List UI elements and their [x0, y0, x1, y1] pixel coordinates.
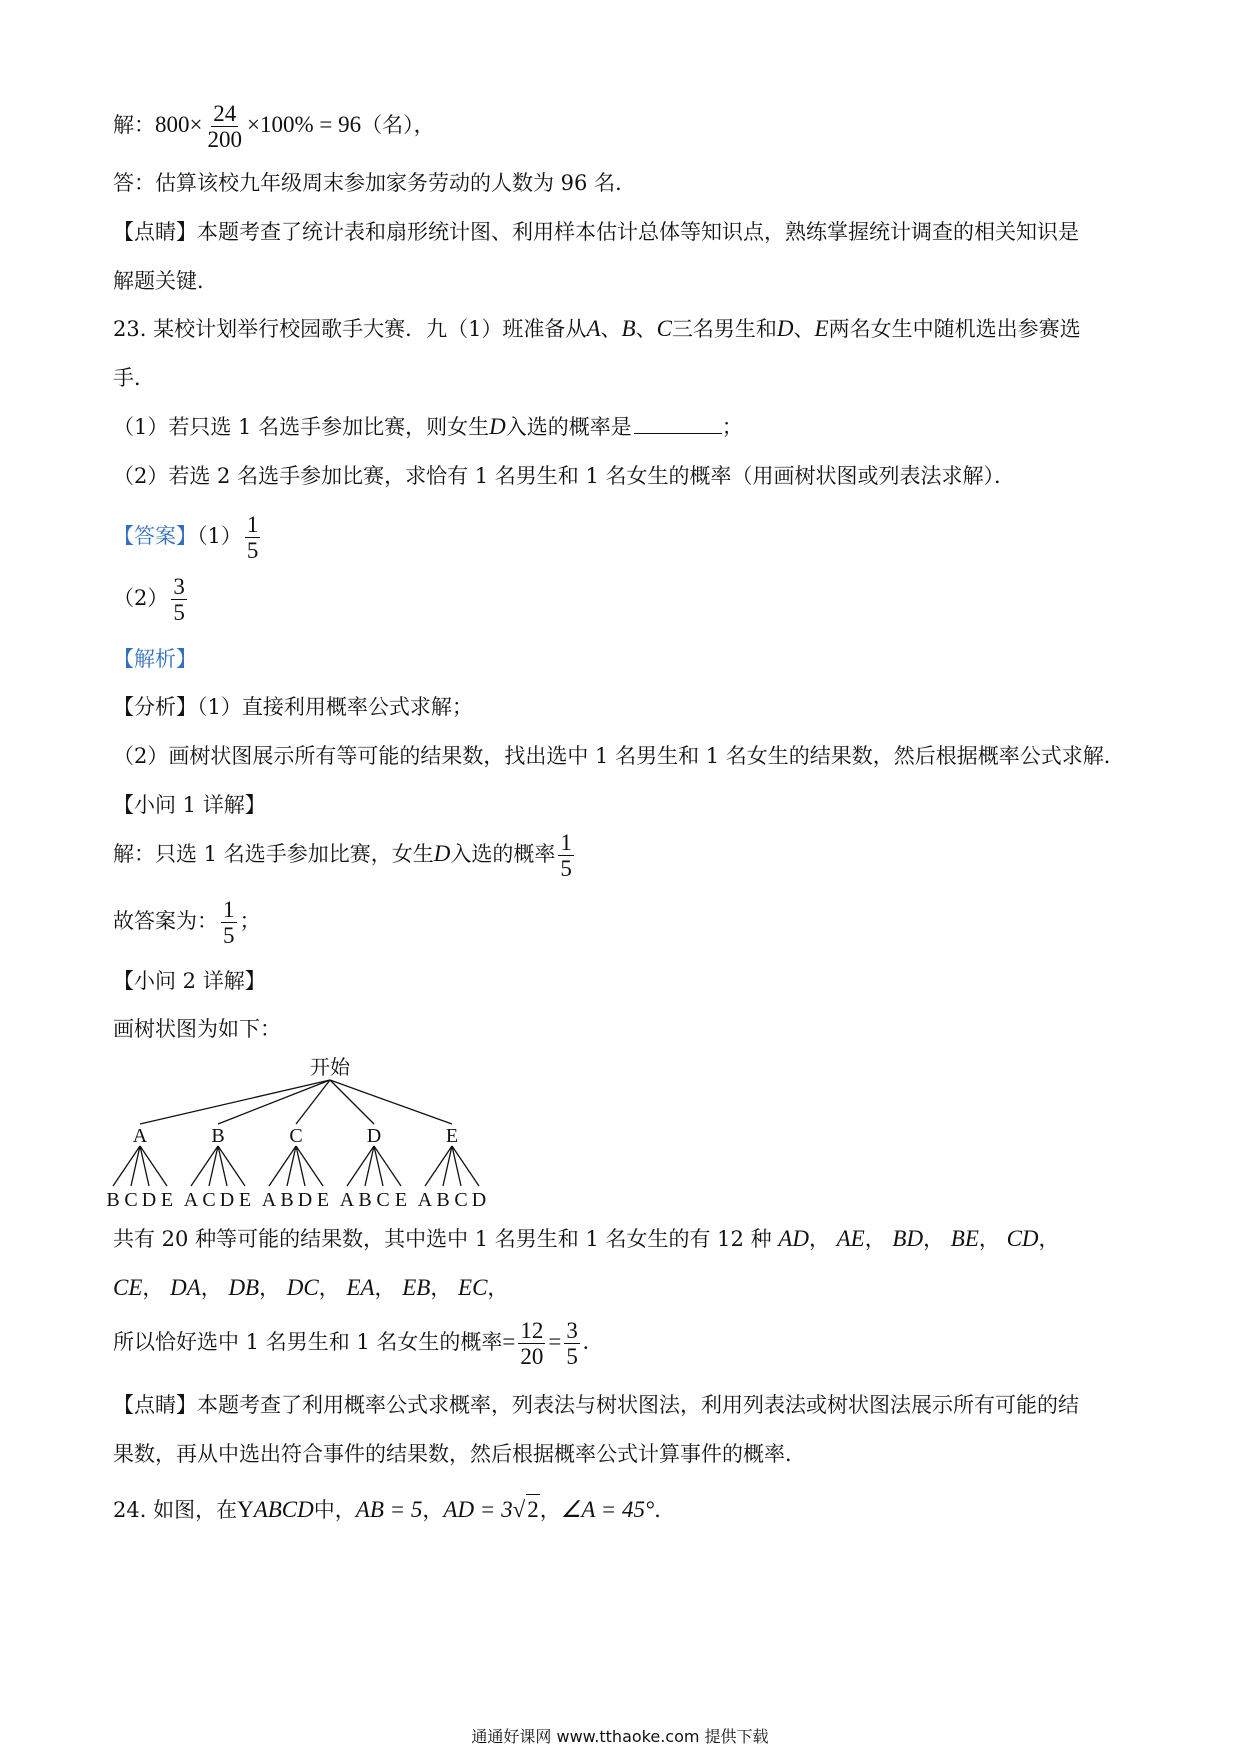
sub2-title: 【小问 2 详解】	[113, 969, 266, 993]
outcome-CD: CD	[1006, 1226, 1039, 1251]
tree-leaf-AC: C	[124, 1189, 138, 1211]
q23-part-2: （2）若选 2 名选手参加比赛，求恰有 1 名男生和 1 名女生的概率（用画树状图或列表法求解）．	[113, 464, 1015, 488]
tree-leaf-BE: E	[238, 1189, 252, 1211]
text: 入选的概率是	[505, 415, 632, 439]
numerator: 3	[566, 1318, 578, 1343]
solution-line-1	[113, 100, 435, 152]
outcome-DB: DB	[228, 1275, 260, 1300]
answer-tag: 【答案】	[113, 524, 197, 548]
fenxi-line-2: （2）画树状图展示所有等可能的结果数，找出选中 1 名男生和 1 名女生的结果数，然后根据概率公式求解．	[113, 744, 1125, 768]
dianjing2-line-2: 果数，再从中选出符合事件的结果数，然后根据概率公式计算事件的概率．	[113, 1442, 806, 1466]
text: .	[582, 1329, 589, 1354]
result-line-1	[113, 1224, 1060, 1254]
denominator: 5	[223, 923, 235, 948]
text: 所以恰好选中 1 名男生和 1 名女生的概率	[113, 1330, 503, 1354]
numerator: 24	[213, 101, 237, 126]
var: D	[776, 316, 794, 341]
outcome-AE: AE	[836, 1226, 865, 1251]
separator: ，	[487, 1276, 509, 1300]
tree-leaf-CE: E	[316, 1189, 330, 1211]
outcome-EB: EB	[402, 1275, 431, 1300]
outcome-AD: AD	[778, 1226, 809, 1251]
tree-leaf-DC: C	[376, 1189, 390, 1211]
separator: ，	[200, 1276, 229, 1300]
tree-node-E: E	[445, 1125, 459, 1147]
fraction-24-200	[205, 101, 244, 152]
outcome-BE: BE	[950, 1226, 979, 1251]
tree-leaf-BA: A	[183, 1189, 199, 1211]
separator: ，	[259, 1276, 287, 1300]
outcome-BD: BD	[892, 1226, 924, 1251]
tree-leaf-EA: A	[417, 1189, 433, 1211]
q23-line-1	[113, 314, 1081, 344]
tree-leaf-DE: E	[394, 1189, 408, 1211]
tree-leaf-CB: B	[280, 1189, 294, 1211]
math-eq: =	[548, 1329, 562, 1354]
outcome-CE: CE	[113, 1275, 143, 1300]
sub1-line	[113, 826, 577, 882]
text: 两名女生中随机选出参赛选	[828, 317, 1081, 341]
numerator: 1	[560, 830, 572, 855]
parallelogram-symbol: Y	[237, 1497, 254, 1522]
text: 中，	[313, 1498, 356, 1522]
outcome-EA: EA	[346, 1275, 375, 1300]
separator: ，	[374, 1276, 403, 1300]
text: 、	[600, 317, 622, 341]
text: 共有 20 种等可能的结果数，其中选中 1 名男生和 1 名女生的有 12 种	[113, 1227, 772, 1251]
numerator: 12	[520, 1318, 544, 1343]
q24-line	[113, 1494, 675, 1525]
text: 、	[635, 317, 657, 341]
tree-node-D: D	[366, 1125, 382, 1147]
tree-leaf-EC: C	[454, 1189, 468, 1211]
outcome-EC: EC	[458, 1275, 488, 1300]
tree-root: 开始	[310, 1057, 350, 1079]
denominator: 20	[520, 1344, 544, 1369]
separator: ，	[318, 1276, 347, 1300]
separator: ，	[978, 1227, 1007, 1251]
tree-leaf-AD: D	[141, 1189, 157, 1211]
text: 23. 某校计划举行校园歌手大赛．九（1）班准备从	[113, 317, 587, 341]
outcome-DC: DC	[286, 1275, 319, 1300]
fraction-1-5	[245, 512, 261, 563]
denominator: 5	[566, 1344, 578, 1369]
separator: ，	[142, 1276, 171, 1300]
denominator: 5	[246, 538, 259, 563]
sub1-answer	[113, 893, 261, 949]
dianjing2-line-1: 【点睛】本题考查了利用概率公式求概率，列表法与树状图法，利用列表法或树状图法展示所有可能的结	[113, 1393, 1079, 1417]
tree-leaf-BD: D	[219, 1189, 235, 1211]
result-line-3	[113, 1312, 589, 1372]
outcome-DA: DA	[170, 1275, 201, 1300]
text: 解：只选 1 名选手参加比赛，女生	[113, 842, 434, 866]
denominator: 5	[173, 600, 185, 625]
text: 、	[793, 317, 815, 341]
jiexi-tag: 【解析】	[113, 647, 197, 671]
separator: ，	[864, 1227, 893, 1251]
tree-leaf-AE: E	[160, 1189, 174, 1211]
answer-blank	[634, 413, 722, 434]
fraction-1-5	[558, 830, 574, 881]
text: ，	[422, 1498, 444, 1522]
text: 24. 如图，在	[113, 1498, 238, 1522]
text: ；	[721, 415, 743, 439]
fraction-1-5	[221, 897, 237, 948]
var: C	[656, 316, 672, 341]
tree-leaf-DA: A	[339, 1189, 355, 1211]
answer-line: 答：估算该校九年级周末参加家务劳动的人数为 96 名．	[113, 171, 637, 195]
text: （名），	[361, 113, 435, 137]
tree-leaf-EB: B	[436, 1189, 450, 1211]
result-items	[778, 1227, 1059, 1251]
text: （1）	[197, 524, 242, 548]
math-expr: ×100% = 96	[246, 112, 362, 137]
q23-line-2: 手．	[113, 366, 155, 390]
fraction-3-5	[564, 1318, 580, 1369]
sub2-intro: 画树状图为如下：	[113, 1017, 281, 1041]
fenxi-line-1: 【分析】（1）直接利用概率公式求解；	[113, 695, 473, 719]
text: 入选的概率	[450, 842, 556, 866]
denominator: 5	[560, 856, 572, 881]
separator: ，	[923, 1227, 951, 1251]
sub1-title: 【小问 1 详解】	[113, 793, 266, 817]
var: D	[489, 414, 506, 439]
dianjing-line-1: 【点睛】本题考查了统计表和扇形统计图、利用样本估计总体等知识点，熟练掌握统计调查的相关知识是	[113, 220, 1079, 244]
tree-leaf-ED: D	[471, 1189, 487, 1211]
fraction-3-5	[171, 574, 187, 625]
var: A	[586, 316, 601, 341]
tree-leaf-CA: A	[261, 1189, 277, 1211]
text: 解：	[113, 113, 155, 137]
numerator: 1	[246, 512, 259, 537]
separator: ，	[1038, 1227, 1060, 1251]
footer: 通通好课网 www.tthaoke.com 提供下载	[471, 1727, 769, 1746]
var: B	[621, 316, 636, 341]
var: D	[433, 841, 451, 866]
q23-part-1	[113, 412, 743, 442]
sqrt-radicand: 2	[526, 1494, 540, 1525]
math-eq: =	[502, 1329, 516, 1354]
math-expr: AD = 3	[443, 1497, 513, 1522]
text: （2）	[113, 586, 169, 610]
tree-node-A: A	[132, 1125, 148, 1147]
math-800: 800	[155, 112, 190, 137]
result-items	[113, 1276, 508, 1300]
var: E	[814, 316, 829, 341]
text: ．	[654, 1498, 676, 1522]
text: ；	[239, 909, 261, 933]
tree-node-B: B	[211, 1125, 225, 1147]
math-times: ×	[189, 112, 203, 137]
text: 三名男生和	[671, 317, 777, 341]
numerator: 3	[173, 574, 185, 599]
numerator: 1	[223, 897, 235, 922]
separator: ，	[430, 1276, 459, 1300]
text: （1）若只选 1 名选手参加比赛，则女生	[113, 415, 490, 439]
tree-node-C: C	[289, 1125, 303, 1147]
math-expr: AB = 5	[355, 1497, 423, 1522]
math-expr: ∠A = 45°	[560, 1497, 655, 1522]
fraction-12-20	[518, 1318, 545, 1369]
tree-leaf-AB: B	[106, 1189, 120, 1211]
sqrt-sign: √	[512, 1497, 526, 1522]
answer-1	[113, 508, 263, 564]
text: 故答案为：	[113, 909, 218, 933]
tree-leaf-DB: B	[358, 1189, 372, 1211]
var: ABCD	[253, 1497, 314, 1522]
tree-leaf-BC: C	[202, 1189, 216, 1211]
tree-diagram	[106, 1057, 552, 1211]
tree-branch	[330, 1080, 452, 1124]
dianjing-line-2: 解题关键．	[113, 269, 218, 293]
separator: ，	[808, 1227, 837, 1251]
denominator: 200	[207, 127, 242, 152]
result-line-2	[113, 1273, 508, 1303]
tree-branch	[330, 1080, 374, 1124]
text: ，	[539, 1498, 561, 1522]
tree-leaf-CD: D	[297, 1189, 313, 1211]
answer-2	[113, 570, 190, 626]
